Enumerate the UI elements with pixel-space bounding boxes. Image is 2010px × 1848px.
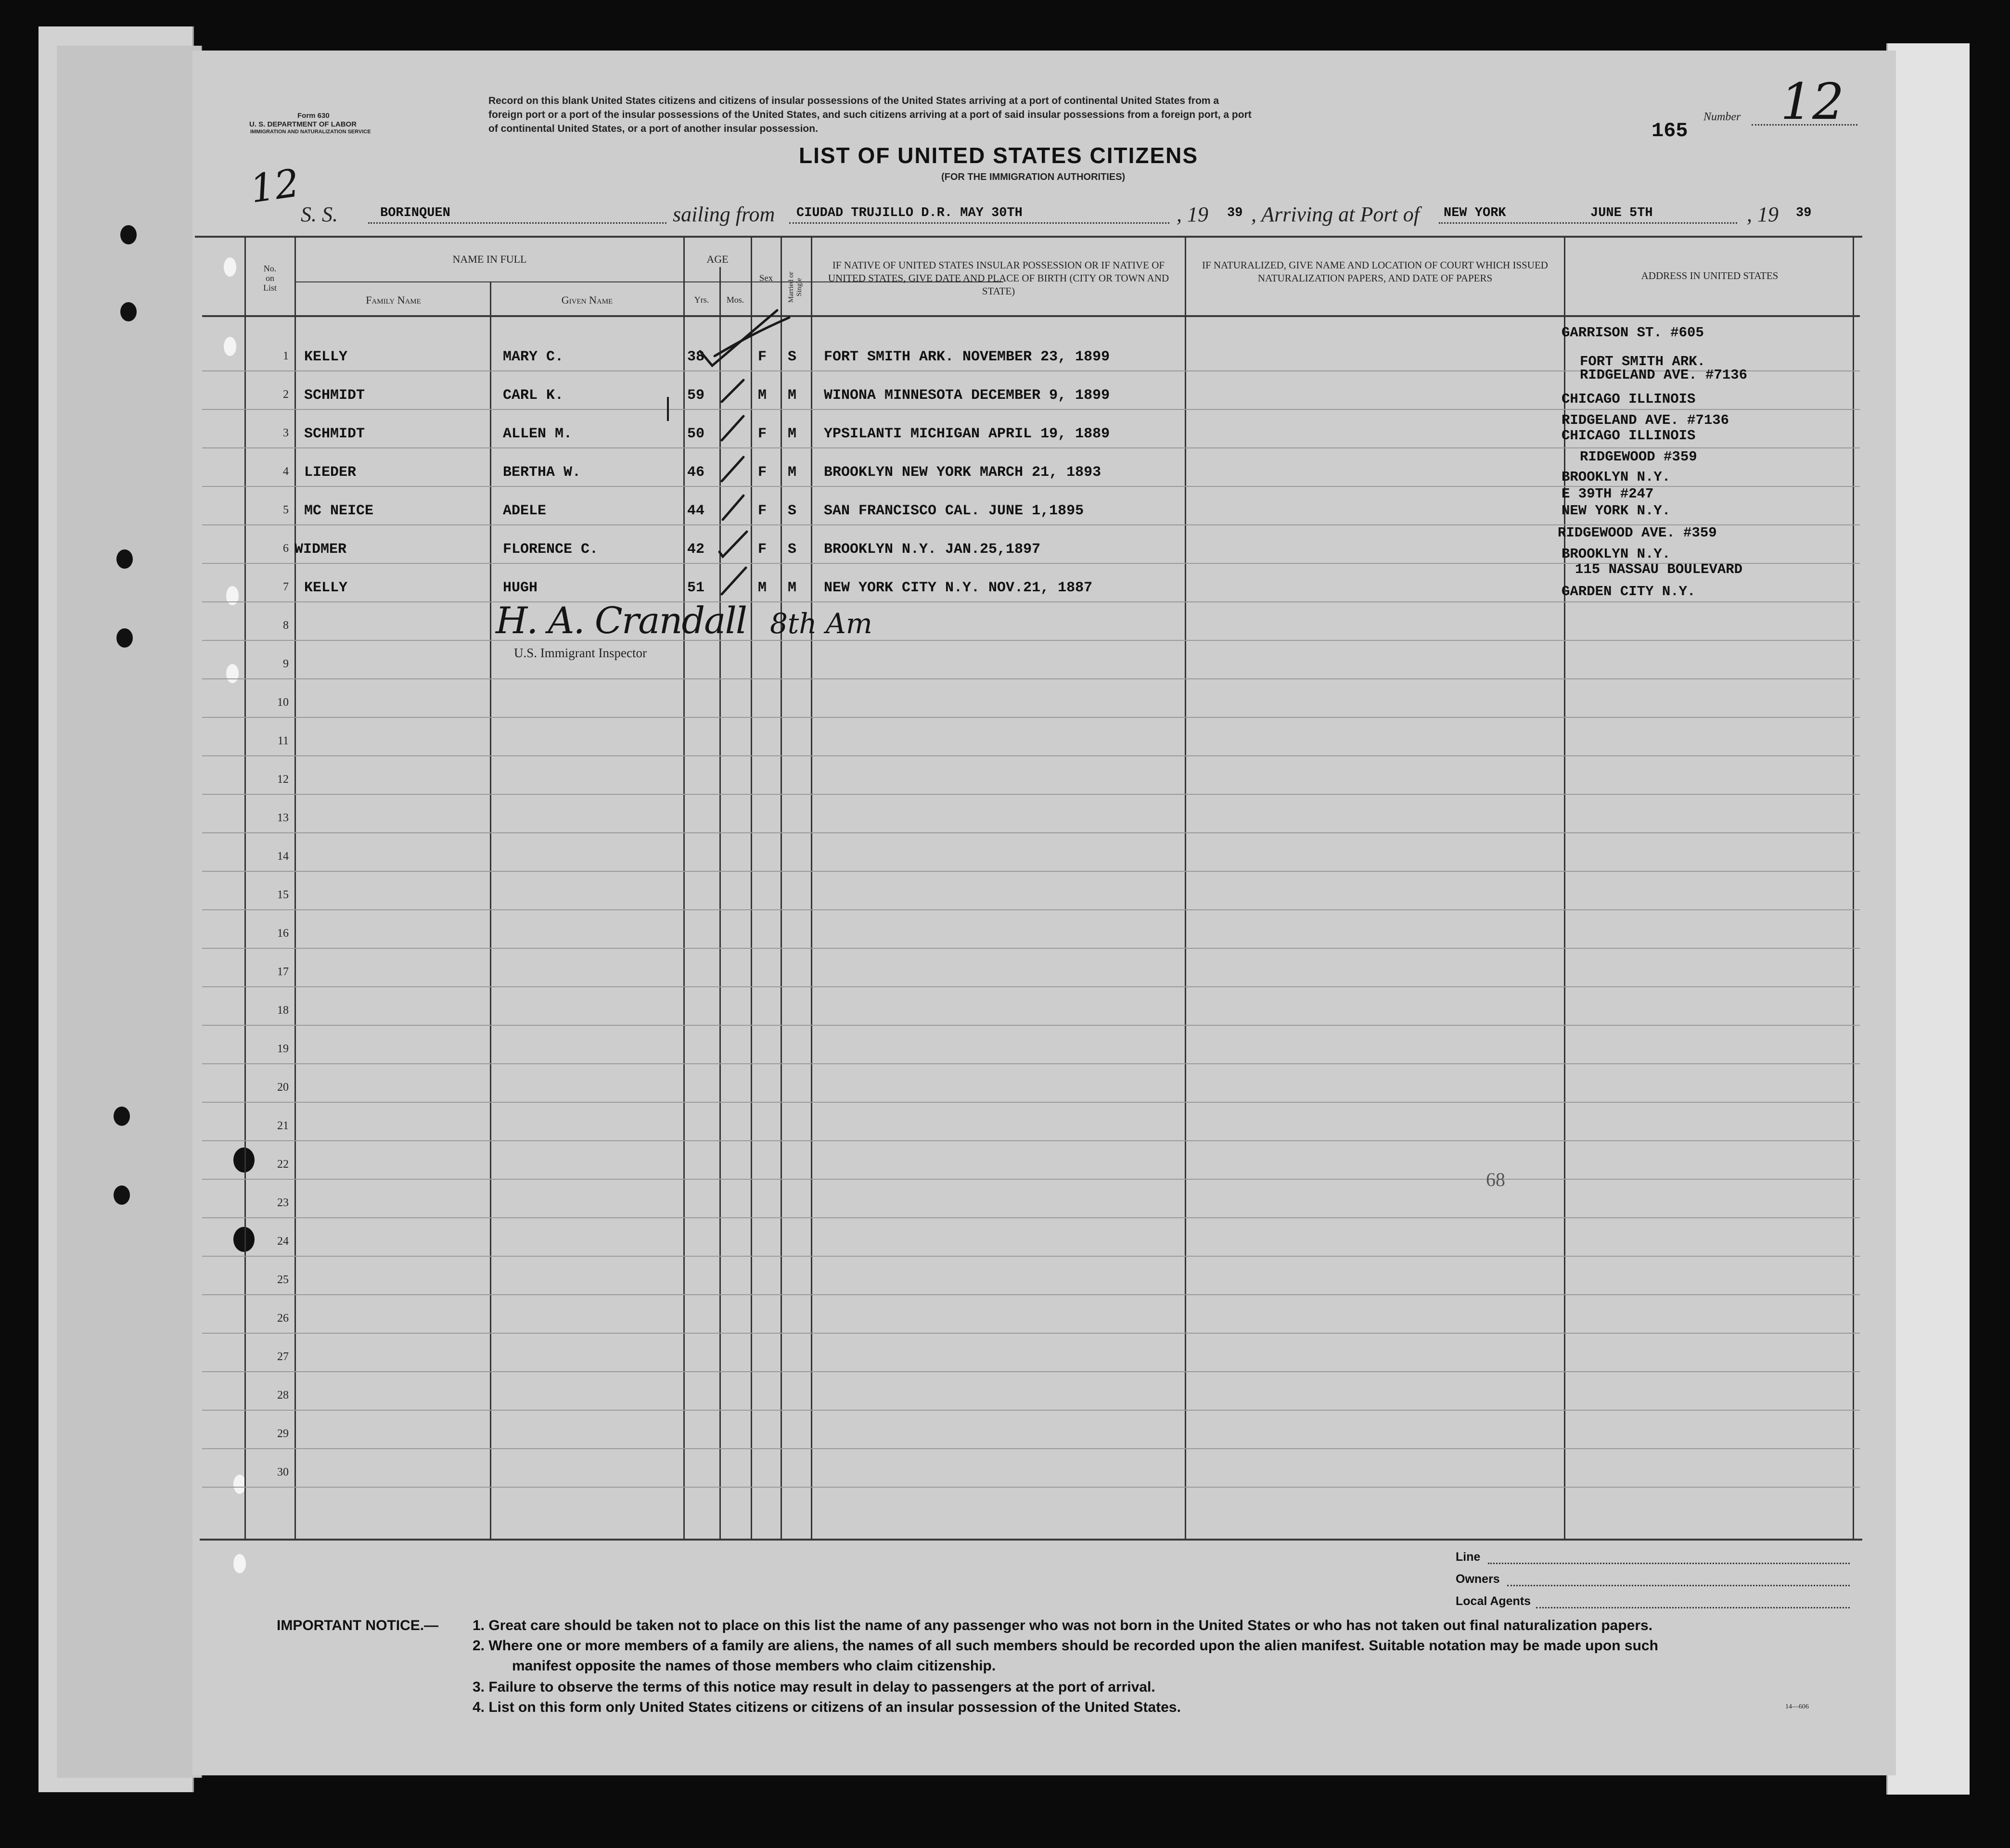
check-mark-icon [722,457,743,481]
row-rule [202,640,1860,641]
family-name-cell: KELLY [304,580,348,596]
row-number: 10 [277,696,289,709]
given-name-cell: ALLEN M. [503,426,573,442]
marital-status-cell: M [788,580,797,596]
punch-hole [114,1185,130,1205]
address-line: GARDEN CITY N.Y. [1562,584,1696,599]
birth-place-cell: SAN FRANCISCO CAL. JUNE 1,1895 [824,503,1084,519]
department-name: U. S. DEPARTMENT OF LABOR [249,120,357,128]
arrival-port: NEW YORK [1444,206,1506,220]
header-married-single: Married or Single [787,271,803,303]
sailing-line [789,222,1169,224]
check-mark-icon [715,318,789,356]
row-number: 8 [283,619,289,632]
marital-status-cell: M [788,426,797,442]
address-line: RIDGELAND AVE. #7136 [1562,412,1729,428]
important-notice-label: IMPORTANT NOTICE.— [277,1618,439,1633]
sex-cell: F [758,349,767,365]
header-sex: Sex [759,273,773,283]
notice-item: 3. Failure to observe the terms of this notice may result in delay to passengers at the port of arrival. [473,1679,1155,1695]
check-mark-icon [700,310,777,366]
row-rule [202,1025,1860,1026]
column-divider [1853,237,1854,1540]
family-name-cell: KELLY [304,349,348,365]
birth-place-cell: BROOKLYN N.Y. JAN.25,1897 [824,541,1041,558]
address-line: BROOKLYN N.Y. [1562,546,1671,562]
address-line: E 39TH #247 [1562,486,1654,502]
header-no-on-list: No. on List [263,264,277,293]
check-mark-icon [723,496,743,520]
page-edge-right [1886,43,1970,1795]
row-number: 19 [277,1043,289,1055]
row-number: 28 [277,1389,289,1402]
notice-item: 4. List on this form only United States citizens or citizens of an insular possession of the United States. [473,1699,1181,1715]
given-name-cell: ADELE [503,503,547,519]
address-line: RIDGEWOOD #359 [1580,449,1697,465]
family-name-cell: LIEDER [304,464,357,481]
birth-place-cell: NEW YORK CITY N.Y. NOV.21, 1887 [824,580,1093,596]
address-line: GARRISON ST. #605 [1562,325,1704,341]
given-name-cell: BERTHA W. [503,464,581,481]
row-number: 20 [277,1081,289,1094]
ss-label: S. S. [301,203,338,226]
header-yrs: Yrs. [694,295,709,305]
local-agents-field [1536,1607,1850,1608]
row-rule [202,1102,1860,1103]
handwritten-number: 12 [1780,72,1844,131]
family-name-cell: MC NEICE [304,503,374,519]
table-top-border [195,236,1862,238]
arrival-year: 39 [1796,206,1812,220]
punch-hole [233,1227,255,1252]
header-birth: IF NATIVE OF UNITED STATES INSULAR POSSESSION OR IF NATIVE OF UNITED STATES, GIVE DATE AND PLACE OF BIRTH (CITY OR TOWN AND STATE) [828,259,1169,297]
row-rule [202,1294,1860,1295]
margin-mark: 12 [247,160,302,212]
year-prefix: , 19 [1177,203,1208,226]
row-rule [202,871,1860,872]
row-number: 30 [277,1466,289,1478]
punch-hole [114,1107,130,1126]
address-line: FORT SMITH ARK. [1580,354,1706,370]
row-number: 22 [277,1158,289,1171]
marital-status-cell: S [788,349,797,365]
form-title: LIST OF UNITED STATES CITIZENS [799,143,1199,168]
row-rule [202,1487,1860,1488]
age-cell: 50 [687,426,705,442]
sex-cell: M [758,580,767,596]
line-label: Line [1456,1550,1481,1564]
header-mos: Mos. [726,295,744,305]
number-label: Number [1703,111,1741,123]
row-rule [202,1063,1860,1064]
row-rule [202,1448,1860,1449]
inspector-signature: H. A. Crandall [496,599,747,642]
row-rule [202,717,1860,718]
owners-label: Owners [1456,1572,1500,1586]
row-number: 1 [283,350,289,362]
address-line: BROOKLYN N.Y. [1562,469,1671,485]
port-line [1439,222,1737,224]
row-number: 21 [277,1120,289,1132]
sailing-year: 39 [1227,206,1243,220]
row-number: 12 [277,773,289,786]
arriving-label: , Arriving at Port of [1251,203,1420,226]
age-cell: 38 [687,349,705,365]
ship-name: BORINQUEN [380,206,450,220]
address-line: RIDGELAND AVE. #7136 [1580,367,1748,383]
instruction-text: Record on this blank United States citizens and citizens of insular possessions of the United States arriving at a port of continental United States from a foreign port or a port of the insular possessions of the United States, and such citizens arriving at a port of said insular possessions from a foreign port, a port of continental United States, or a port of another insular possession. [488,95,1252,134]
row-number: 4 [283,465,289,478]
sex-cell: F [758,426,767,442]
check-mark-icon [722,568,746,594]
row-number: 2 [283,388,289,401]
address-line: RIDGEWOOD AVE. #359 [1558,525,1717,541]
check-mark-icon [719,532,747,557]
address-line: CHICAGO ILLINOIS [1562,391,1696,407]
row-number: 15 [277,889,289,901]
marital-status-cell: M [788,387,797,404]
notice-item: 2. Where one or more members of a family are aliens, the names of all such members should be recorded upon the alien manifest. Suitable notation may be made upon such [473,1638,1658,1654]
row-number: 18 [277,1004,289,1017]
row-rule [202,986,1860,987]
row-number: 6 [283,542,289,555]
family-name-cell: WIDMER [294,541,347,558]
sex-cell: F [758,541,767,558]
row-rule [202,1179,1860,1180]
reinforcement-ring [224,257,236,277]
given-name-cell: CARL K. [503,387,564,404]
notice-item: 1. Great care should be taken not to place on this list the name of any passenger who was not born in the United States or who has not taken out final naturalization papers. [473,1618,1653,1633]
age-cell: 42 [687,541,705,558]
punch-hole [120,225,137,244]
column-divider [294,237,296,1540]
row-number: 14 [277,850,289,863]
check-marks [693,301,804,599]
header-bottom-border [202,315,1860,317]
punch-hole [120,302,137,321]
row-number: 11 [277,735,289,747]
row-number: 16 [277,927,289,940]
row-number: 27 [277,1351,289,1363]
birth-place-cell: BROOKLYN NEW YORK MARCH 21, 1893 [824,464,1101,481]
row-rule [202,1410,1860,1411]
age-cell: 51 [687,580,705,596]
punch-hole [116,549,133,569]
age-cell: 46 [687,464,705,481]
owners-field [1507,1585,1850,1586]
birth-place-cell: YPSILANTI MICHIGAN APRIL 19, 1889 [824,426,1110,442]
arrival-date: JUNE 5TH [1590,206,1653,220]
row-number: 9 [283,658,289,670]
row-rule [202,909,1860,910]
sex-cell: F [758,464,767,481]
form-subtitle: (FOR THE IMMIGRATION AUTHORITIES) [941,172,1126,182]
row-rule [202,409,1860,410]
service-name: IMMIGRATION AND NATURALIZATION SERVICE [250,129,371,135]
age-cell: 44 [687,503,705,519]
marital-status-cell: M [788,464,797,481]
row-rule [202,832,1860,833]
family-name-cell: SCHMIDT [304,387,365,404]
local-agents-label: Local Agents [1456,1594,1531,1608]
header-naturalized: IF NATURALIZED, GIVE NAME AND LOCATION OF COURT WHICH ISSUED NATURALIZATION PAPERS, AND DATE OF PAPERS [1202,259,1548,284]
reinforcement-ring [224,337,236,356]
page-number: 165 [1652,119,1688,142]
marital-status-cell: S [788,503,797,519]
print-code: 14—606 [1785,1703,1809,1710]
column-divider [490,281,491,1540]
given-name-cell: HUGH [503,580,538,596]
birth-place-cell: WINONA MINNESOTA DECEMBER 9, 1899 [824,387,1110,404]
row-rule [202,1371,1860,1372]
marital-status-cell: S [788,541,797,558]
sailing-from: CIUDAD TRUJILLO D.R. MAY 30TH [796,206,1023,220]
address-line: 115 NASSAU BOULEVARD [1575,561,1743,577]
birth-place-cell: FORT SMITH ARK. NOVEMBER 23, 1899 [824,349,1110,365]
row-rule [202,755,1860,756]
row-number: 24 [277,1235,289,1248]
header-address: ADDRESS IN UNITED STATES [1641,270,1779,281]
signature-note: 8th Am [770,607,872,640]
row-rule [202,1217,1860,1218]
reinforcement-ring [226,664,239,683]
given-name-cell: MARY C. [503,349,564,365]
row-number: 17 [277,966,289,978]
sex-cell: M [758,387,767,404]
row-number: 26 [277,1312,289,1325]
form-number: Form 630 [297,112,330,120]
check-mark-icon [722,416,743,440]
row-number: 5 [283,504,289,516]
address-line: CHICAGO ILLINOIS [1562,428,1696,444]
row-rule [202,1256,1860,1257]
given-name-cell: FLORENCE C. [503,541,599,558]
row-number: 23 [277,1197,289,1209]
form-sheet [192,51,1896,1775]
header-age: AGE [706,253,729,265]
row-number: 29 [277,1427,289,1440]
row-number: 7 [283,581,289,593]
punch-hole [116,628,133,648]
row-number: 25 [277,1274,289,1286]
sex-cell: F [758,503,767,519]
line-field [1488,1563,1850,1564]
row-rule [202,678,1860,679]
column-divider [683,237,685,1540]
row-number: 13 [277,812,289,824]
header-family-name: Family Name [366,294,421,306]
family-name-cell: SCHMIDT [304,426,365,442]
inspector-title: U.S. Immigrant Inspector [514,646,647,660]
header-given-name: Given Name [561,294,613,306]
row-rule [202,1140,1860,1141]
sailing-label: sailing from [673,203,775,226]
reinforcement-ring [233,1554,246,1573]
address-line: NEW YORK N.Y. [1562,503,1671,519]
row-rule [202,948,1860,949]
notice-item: manifest opposite the names of those members who claim citizenship. [512,1658,996,1674]
stamp-number: 68 [1486,1169,1505,1190]
tick-mark [663,395,673,423]
punch-hole [233,1147,255,1173]
column-divider [244,237,246,1540]
year-prefix-2: , 19 [1747,203,1779,226]
ship-line [368,222,666,224]
row-rule [202,794,1860,795]
row-number: 3 [283,427,289,439]
check-mark-icon [722,380,743,402]
row-rule [202,601,1860,602]
column-divider [811,237,812,1540]
reinforcement-ring [226,586,239,605]
table-bottom-border [200,1539,1862,1541]
row-rule [202,1333,1860,1334]
header-name-in-full: NAME IN FULL [452,253,527,265]
age-cell: 59 [687,387,705,404]
column-divider [1185,237,1186,1540]
